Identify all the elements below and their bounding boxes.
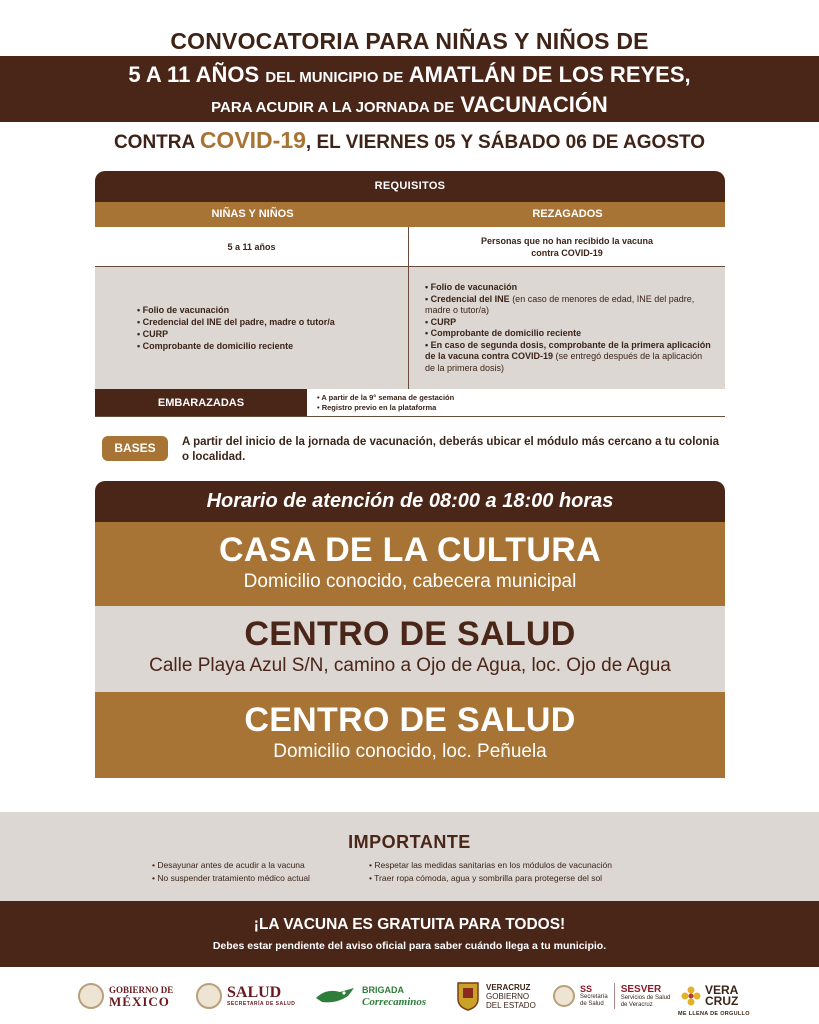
mexico-seal-icon [78,983,104,1009]
location-name: CENTRO DE SALUD [244,701,576,739]
ss-sub-2: de Salud [580,1001,604,1007]
sesver-sub-2: de Veracruz [620,1001,653,1008]
logo-veracruz-orgullo [680,978,738,1014]
location-address: Calle Playa Azul S/N, camino a Ojo de Agua, loc. Ojo de Agua [149,655,671,676]
location-casa-cultura [95,522,725,606]
veracruz-label: VERACRUZ [486,982,531,992]
importante-section [0,812,819,901]
cruz-label: CRUZ [705,994,739,1008]
salud-sub: SECRETARÍA DE SALUD [227,1000,296,1007]
logo-gobierno-mexico [78,978,173,1014]
list-item: • Desayunar antes de acudir a la vacuna [152,860,305,870]
rezagados-desc-cell: Personas que no han recibido la vacuna contra COVID-19 [480,235,654,258]
bases-badge: BASES [102,436,168,461]
list-item: • En caso de segunda dosis, comprobante de la primera aplicación de la vacuna contra COVID-19 (se entregó después de la aplicación de la primera dosis) [425,339,711,373]
list-item: • CURP [137,329,169,339]
column-header-rezagados: REZAGADOS [532,208,603,220]
del-estado-label: DEL ESTADO [486,1000,536,1010]
location-address: Domicilio conocido, cabecera municipal [243,571,577,592]
ninos-age-cell: 5 a 11 años [95,227,409,266]
location-address: Domicilio conocido, loc. Peñuela [273,741,547,762]
list-item: • Credencial del INE (en caso de menores de edad, INE del padre, madre o tutor/a) [425,293,695,315]
list-item: • No suspender tratamiento médico actual [152,873,310,883]
ss-seal-icon [553,985,575,1007]
list-item: • Folio de vacunación [137,305,230,315]
header-jornada-label: PARA ACUDIR A LA JORNADA DE [211,99,455,116]
gob-label: GOBIERNO DE [109,985,174,995]
list-item: • Folio de vacunación [425,282,518,292]
bases-text: A partir del inicio de la jornada de vacunación, deberás ubicar el módulo más cercano a tu colonia o localidad. [182,436,720,463]
header-line-1: CONVOCATORIA PARA NIÑAS Y NIÑOS DE [170,28,649,54]
header-age: 5 A 11 AÑOS [128,62,260,87]
gratuita-banner [0,901,819,967]
horario-banner: Horario de atención de 08:00 a 18:00 horas [95,481,725,522]
requisitos-table [95,171,725,417]
header-line-2 [0,60,819,90]
gratuita-subtitle: Debes estar pendiente del aviso oficial para saber cuándo llega a tu municipio. [212,940,607,952]
requisitos-list-row [95,267,725,389]
list-item: • Comprobante de domicilio reciente [137,341,294,351]
list-item: • CURP [425,316,457,327]
ninos-requirements [95,267,409,389]
list-item: • Respetar las medidas sanitarias en los módulos de vacunación [369,860,612,870]
header-line-3 [0,90,819,120]
logo-brigada-correcaminos [314,978,426,1014]
gob-mexico: MÉXICO [109,994,170,1009]
roadrunner-icon [314,984,358,1008]
veracruz-shield-icon [455,981,481,1011]
salud-seal-icon [196,983,222,1009]
embarazadas-label: EMBARAZADAS [95,389,307,416]
list-item: • Credencial del INE del padre, madre o tutor/a [137,317,335,327]
header-municipio-label: DEL MUNICIPIO DE [265,69,404,86]
vera-label: VERA [705,983,739,997]
list-item: • Comprobante de domicilio reciente [425,328,582,338]
header-covid: COVID-19 [199,127,306,153]
embarazadas-requirements [307,389,725,416]
gobierno-label: GOBIERNO [486,991,530,1001]
location-name: CENTRO DE SALUD [244,615,576,653]
requisitos-subheader-row [95,227,725,267]
correcaminos-label: Correcaminos [362,996,427,1008]
header-dates: , EL VIERNES 05 Y SÁBADO 06 DE AGOSTO [305,132,706,153]
sesver-sub-1: Servicios de Salud [620,994,671,1001]
column-header-ninos: NIÑAS Y NIÑOS [211,208,294,220]
logo-salud [196,978,295,1014]
salud-label: SALUD [227,983,282,1001]
embarazadas-row [95,389,725,417]
sesver-label: SESVER [620,983,662,995]
list-item: • Registro previo en la plataforma [317,402,437,412]
rezagados-requirements [409,267,725,389]
header-line-4 [0,124,819,156]
list-item: • A partir de la 9° semana de gestación [317,392,455,402]
ss-sub-1: Secretaría [580,994,608,1000]
requisitos-title: REQUISITOS [95,171,725,202]
location-centro-salud-ojo-agua [95,606,725,692]
list-item: • Traer ropa cómoda, agua y sombrilla para protegerse del sol [369,873,603,883]
ss-label: SS [580,984,593,994]
veracruz-flower-icon [680,985,702,1007]
location-name: CASA DE LA CULTURA [219,531,601,569]
requisitos-header-row [95,202,725,227]
location-centro-salud-penuela [95,692,725,778]
brigada-label: BRIGADA [362,985,404,995]
importante-list-right [369,859,612,885]
importante-title: IMPORTANTE [348,832,471,852]
header-contra: CONTRA [113,132,195,153]
logo-divider [614,983,615,1009]
header-municipio: AMATLÁN DE LOS REYES, [408,62,691,87]
gratuita-title: ¡LA VACUNA ES GRATUITA PARA TODOS! [253,916,566,933]
logo-veracruz-gobierno [455,978,536,1014]
header-vacunacion: VACUNACIÓN [460,92,608,117]
veracruz-slogan: ME LLENA DE ORGULLO [678,1011,750,1017]
importante-list-left [152,859,310,885]
logo-ss-sesver [553,978,670,1014]
